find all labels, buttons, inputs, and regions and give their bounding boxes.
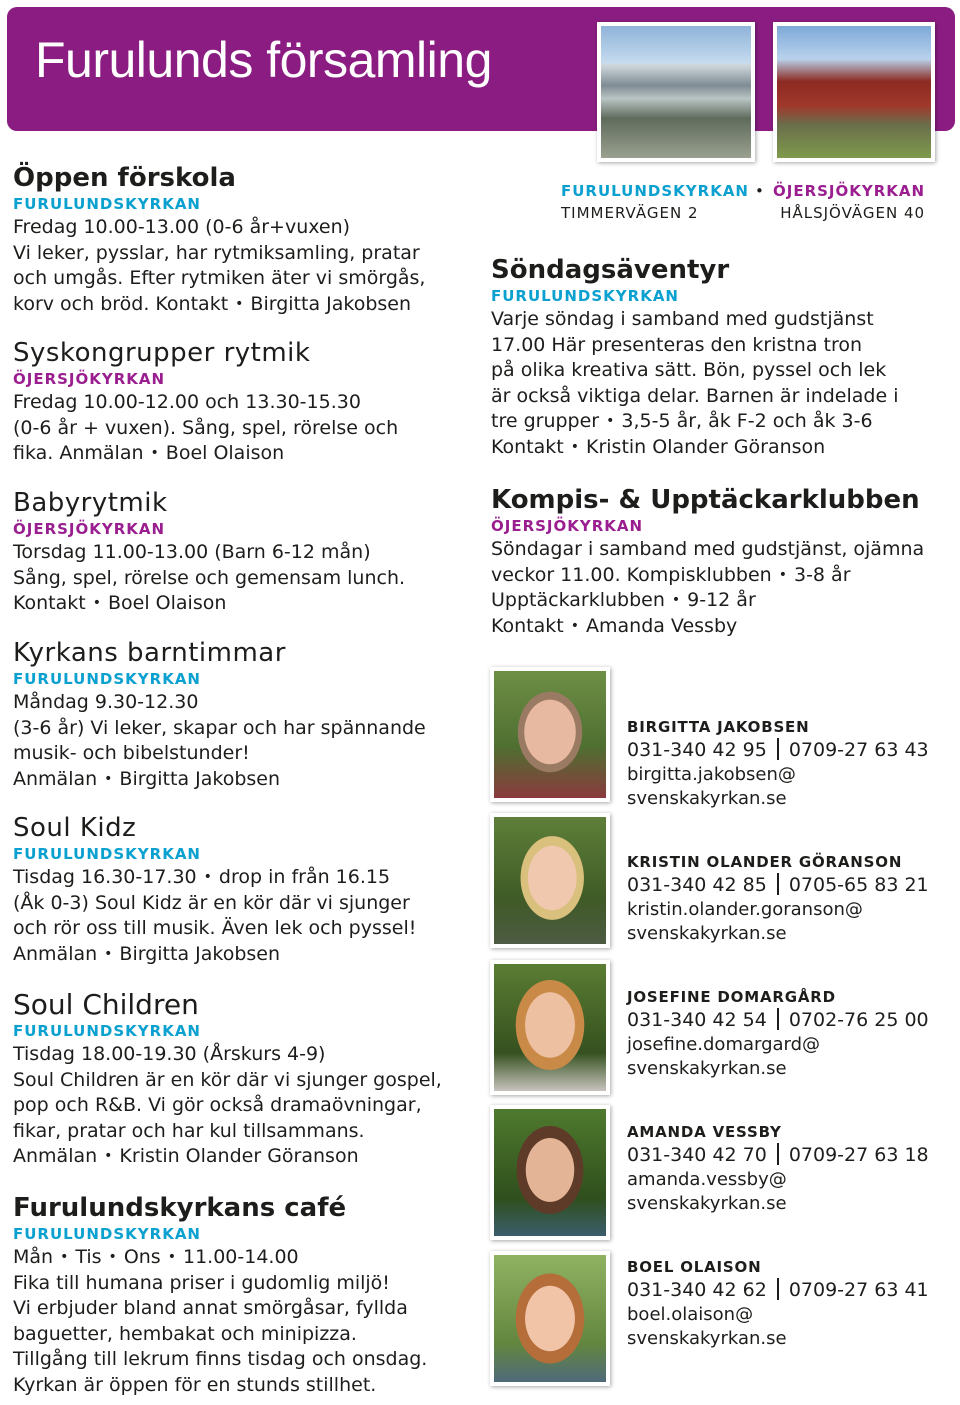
text-line: Söndagar i samband med gudstjänst, ojämna [491,538,925,560]
text-line [491,435,899,461]
email-link[interactable]: svenskakyrkan.se [627,1193,787,1214]
address-name: FURULUNDSKYRKAN [561,182,749,200]
text-line: (3-6 år) Vi leker, skapar och har spännande [13,716,426,739]
divider [777,1143,779,1165]
section-location: FURULUNDSKYRKAN [13,670,201,688]
contact-name: BOEL OLAISON [627,1258,762,1276]
section-kompisklubben [491,485,924,639]
text-line: på olika kreativa sätt. Bön, pyssel och lek [491,359,887,381]
section-soul-kidz [13,813,416,967]
section-location: ÖJERSJÖKYRKAN [491,517,644,535]
portrait-kristin [490,813,610,948]
text-line: Soul Children är en kör där vi sjunger gospel, [13,1068,442,1091]
section-title: Söndagsäventyr [491,255,730,285]
furulundskyrkan-photo [597,22,755,162]
portrait-josefine [490,960,610,1095]
text-line [13,1144,442,1170]
bullet: • [570,617,579,634]
section-location: ÖJERSJÖKYRKAN [13,520,166,538]
bullet: • [104,1148,113,1164]
text-line: 17.00 Här presenteras den kristna tron [491,333,863,356]
contact-name: AMANDA VESSBY [627,1123,782,1141]
phone-link[interactable]: 0702-76 25 00 [788,1009,929,1031]
section-location: FURULUNDSKYRKAN [13,1225,201,1243]
text-line [13,865,416,891]
text-part: Birgitta Jakobsen [119,767,281,790]
portrait-birgitta [490,667,610,802]
section-location: ÖJERSJÖKYRKAN [13,370,166,388]
section-title: Furulundskyrkans café [13,1193,347,1223]
email-link[interactable]: svenskakyrkan.se [627,1058,787,1079]
text-part: drop in från 16.15 [218,866,391,888]
section-title: Kyrkans barntimmar [13,638,286,668]
bullet: • [606,413,615,429]
text-line [13,292,425,318]
contact-card [627,986,929,1081]
page-title: Furulunds församling [35,32,492,88]
text-line: Tisdag 18.00-19.30 (Årskurs 4-9) [13,1043,326,1065]
section-barntimmar [13,638,426,792]
email-link[interactable]: svenskakyrkan.se [627,923,787,944]
section-title: Soul Children [13,988,199,1021]
text-part: Anmälan [13,1145,98,1167]
phone-link[interactable]: 031-340 42 95 [627,739,767,761]
divider [777,873,779,895]
ojersjokyrkan-photo [773,22,935,162]
bullet: • [150,445,159,461]
text-part: 3-8 år [793,563,851,586]
text-part: Kontakt [491,614,564,637]
phone-link[interactable]: 031-340 42 54 [627,1009,767,1031]
text-part: Amanda Vessby [586,614,738,637]
text-line: Fredag 10.00-13.00 (0-6 år+vuxen) [13,216,351,238]
text-line: och rör oss till musik. Även lek och pyssel! [13,917,417,939]
address-name: ÖJERSJÖKYRKAN [773,182,926,200]
text-line: är också viktiga delar. Barnen är indelade i [491,384,899,407]
text-part: Ons [123,1246,161,1268]
bullet: • [671,592,681,608]
divider [777,738,779,760]
text-line: pop och R&B. Vi gör också dramaövningar, [13,1094,422,1116]
address-separator [755,180,764,202]
text-part: Kristin Olander Göranson [586,435,826,458]
divider [777,1008,779,1030]
bullet: • [778,566,787,583]
text-line: Vi erbjuder bland annat smörgåsar, fyllda [13,1297,408,1319]
text-line: Torsdag 11.00-13.00 (Barn 6-12 mån) [13,541,371,563]
address-street: TIMMERVÄGEN 2 [561,204,699,222]
section-title: Babyrytmik [13,488,168,518]
contact-name: KRISTIN OLANDER GÖRANSON [627,853,903,871]
address-street: HÅLSJÖVÄGEN 40 [780,204,926,222]
text-line [491,614,924,640]
contact-phones [627,1143,929,1168]
text-line: och umgås. Efter rytmiken äter vi smörgås, [13,267,426,289]
text-part: Kristin Olander Göranson [119,1145,359,1167]
section-location: FURULUNDSKYRKAN [13,195,201,213]
text-line: Måndag 9.30-12.30 [13,691,199,713]
text-line [13,591,405,617]
text-part: Tis [75,1246,102,1268]
text-part: veckor 11.00. Kompisklubben [491,563,772,586]
section-soul-children [13,990,442,1170]
section-cafe [13,1193,427,1398]
text-part: fika. Anmälan [13,442,144,464]
bullet: • [60,1249,69,1265]
text-part: Birgitta Jakobsen [119,942,281,965]
section-babyrytmik [13,488,405,617]
phone-link[interactable]: 031-340 42 85 [627,874,767,896]
phone-link[interactable]: 0709-27 63 41 [788,1279,929,1301]
contact-card [627,1121,929,1216]
text-line [491,563,924,589]
text-part: 3,5-5 år, åk F-2 och åk 3-6 [621,410,873,432]
contact-card [627,851,929,946]
text-line: (Åk 0-3) Soul Kidz är en kör där vi sjunger [13,891,410,914]
divider [777,1278,779,1300]
text-part: tre grupper [491,410,600,432]
text-part: Tisdag 16.30-17.30 [13,866,197,888]
contact-name: JOSEFINE DOMARGÅRD [627,988,836,1006]
section-title: Öppen förskola [13,163,236,193]
bullet: • [108,1249,117,1265]
bullet: • [104,945,113,962]
contact-phones [627,1008,929,1033]
text-part: Anmälan [13,767,98,790]
phone-link[interactable]: 0709-27 63 43 [788,739,929,761]
text-line [491,409,899,435]
bullet: • [570,438,579,455]
separator-dot: • [755,182,764,200]
portrait-boel [490,1251,610,1386]
phone-link[interactable]: 0705-65 83 21 [788,874,929,896]
bullet: • [167,1249,176,1265]
text-line [13,441,398,467]
bullet: • [203,869,212,885]
email-link[interactable]: amanda.vessby@ [627,1169,787,1190]
bullet: • [92,595,101,611]
text-part: Kontakt [491,435,564,458]
phone-link[interactable]: 0709-27 63 18 [788,1144,929,1166]
text-part: korv och bröd. Kontakt [13,292,229,315]
text-part: Anmälan [13,942,98,965]
section-sondagsaventyr [491,255,899,460]
section-location: FURULUNDSKYRKAN [13,845,201,863]
contact-name: BIRGITTA JAKOBSEN [627,718,810,736]
text-line: baguetter, hembakat och minipizza. [13,1322,357,1345]
email-link[interactable]: svenskakyrkan.se [627,1328,787,1349]
text-line: Kyrkan är öppen för en stunds stillhet. [13,1373,377,1396]
section-title: Kompis- & Upptäckarklubben [491,485,920,515]
text-part: Upptäckarklubben [491,589,665,611]
text-line: Tillgång till lekrum finns tisdag och onsdag. [13,1348,428,1370]
text-part: 11.00-14.00 [182,1246,299,1268]
phone-link[interactable]: 031-340 42 70 [627,1144,767,1166]
section-title: Soul Kidz [13,813,137,843]
text-part: 9-12 år [687,589,756,611]
text-line: Fredag 10.00-12.00 och 13.30-15.30 [13,391,361,413]
email-link[interactable]: boel.olaison@ [627,1304,754,1325]
text-line: musik- och bibelstunder! [13,742,250,764]
section-location: FURULUNDSKYRKAN [13,1022,201,1040]
contact-phones [627,873,929,898]
text-line [491,588,924,614]
contact-link: Birgitta Jakobsen [250,292,412,315]
phone-link[interactable]: 031-340 42 62 [627,1279,767,1301]
text-line [13,767,426,793]
email-link[interactable]: kristin.olander.goranson@ [627,899,863,920]
section-location: FURULUNDSKYRKAN [491,287,679,305]
contact-card [627,1256,929,1351]
text-line: Fika till humana priser i gudomlig miljö! [13,1271,390,1294]
contact-phones [627,738,929,763]
text-line: Vi leker, pysslar, har rytmiksamling, pratar [13,241,420,264]
text-part: Boel Olaison [165,442,285,464]
text-line: Varje söndag i samband med gudstjänst [491,308,874,330]
section-title: Syskongrupper rytmik [13,338,311,368]
bullet: • [104,770,113,787]
bullet: • [235,295,244,312]
text-part: Boel Olaison [108,592,227,614]
email-link[interactable]: josefine.domargard@ [627,1034,821,1055]
contact-phones [627,1278,929,1303]
section-oppen-forskola [13,163,425,317]
portrait-amanda [490,1105,610,1240]
contact-card [627,716,929,811]
email-link[interactable]: birgitta.jakobsen@ [627,764,796,785]
address-ojersjo [773,180,925,224]
email-link[interactable]: svenskakyrkan.se [627,788,787,809]
address-furulund [561,180,749,224]
text-line: (0-6 år + vuxen). Sång, spel, rörelse och [13,416,399,439]
section-syskongrupper [13,338,398,467]
text-line [13,1245,427,1271]
text-line: fikar, pratar och har kul tillsammans. [13,1119,365,1142]
text-part: Kontakt [13,592,86,614]
text-part: Mån [13,1246,54,1268]
text-line: Sång, spel, rörelse och gemensam lunch. [13,566,406,589]
text-line [13,942,416,968]
